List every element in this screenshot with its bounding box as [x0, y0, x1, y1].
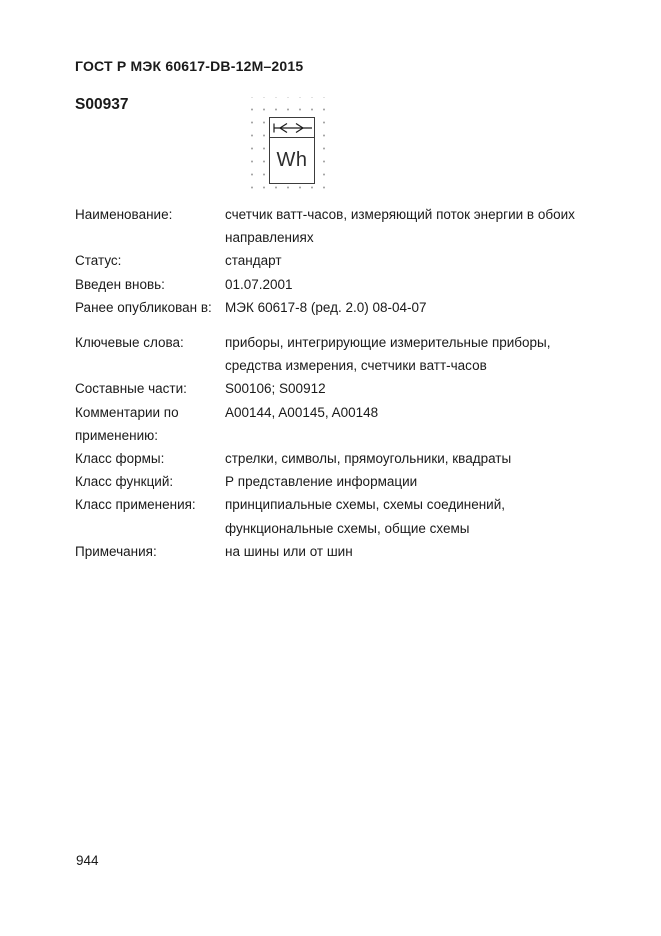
- field-value: стандарт: [225, 253, 282, 269]
- bidirectional-arrow-svg: [271, 119, 313, 137]
- field-label: Ранее опубликован в:: [75, 299, 212, 315]
- field-value: 01.07.2001: [225, 276, 293, 292]
- field-label: Составные части:: [75, 381, 187, 397]
- field-value: принципиальные схемы, схемы соединений, функциональные схемы, общие схемы: [225, 497, 505, 536]
- field-label: Класс формы:: [75, 451, 165, 467]
- field-value: Р представление информации: [225, 474, 418, 490]
- field-value: A00144, A00145, A00148: [225, 404, 379, 420]
- field-row-status: [75, 249, 595, 272]
- field-row-notes: [75, 540, 595, 563]
- page-number: 944: [76, 853, 99, 868]
- symbol-wh-label: Wh: [276, 148, 308, 171]
- document-title: ГОСТ Р МЭК 60617-DB-12M–2015: [75, 58, 304, 74]
- field-label: Введен вновь:: [75, 276, 165, 292]
- field-label: Класс функций:: [75, 474, 174, 490]
- field-label: Ключевые слова:: [75, 335, 184, 351]
- symbol-id: S00937: [75, 96, 129, 113]
- field-row-name: [75, 203, 595, 249]
- field-label: Класс применения:: [75, 497, 196, 513]
- field-row-application-comments: [75, 401, 595, 447]
- field-value: стрелки, символы, прямоугольники, квадраты: [225, 451, 512, 467]
- field-row-components: [75, 377, 595, 400]
- field-value: приборы, интегрирующие измерительные приборы, средства измерения, счетчики ватт-часов: [225, 335, 551, 374]
- bidirectional-energy-flow-arrow-icon: [270, 118, 314, 138]
- field-row-shape-class: [75, 447, 595, 470]
- field-value: счетчик ватт-часов, измеряющий поток энергии в обоих направлениях: [225, 207, 575, 246]
- attribute-list: [75, 203, 595, 563]
- field-row-application-class: [75, 493, 595, 539]
- field-label: Статус:: [75, 253, 122, 269]
- field-label: Примечания:: [75, 543, 157, 559]
- field-row-function-class: [75, 470, 595, 493]
- symbol-design-grid: [245, 97, 333, 199]
- field-row-keywords: [75, 331, 595, 377]
- field-label: Комментарии по применению:: [75, 404, 179, 443]
- field-row-reintroduced: [75, 273, 595, 296]
- field-value: МЭК 60617-8 (ред. 2.0) 08-04-07: [225, 299, 427, 315]
- field-value: S00106; S00912: [225, 381, 326, 397]
- watt-hour-meter-symbol: [269, 117, 315, 184]
- field-label: Наименование:: [75, 207, 173, 222]
- field-value: на шины или от шин: [225, 543, 353, 559]
- field-row-previously-published: [75, 296, 595, 319]
